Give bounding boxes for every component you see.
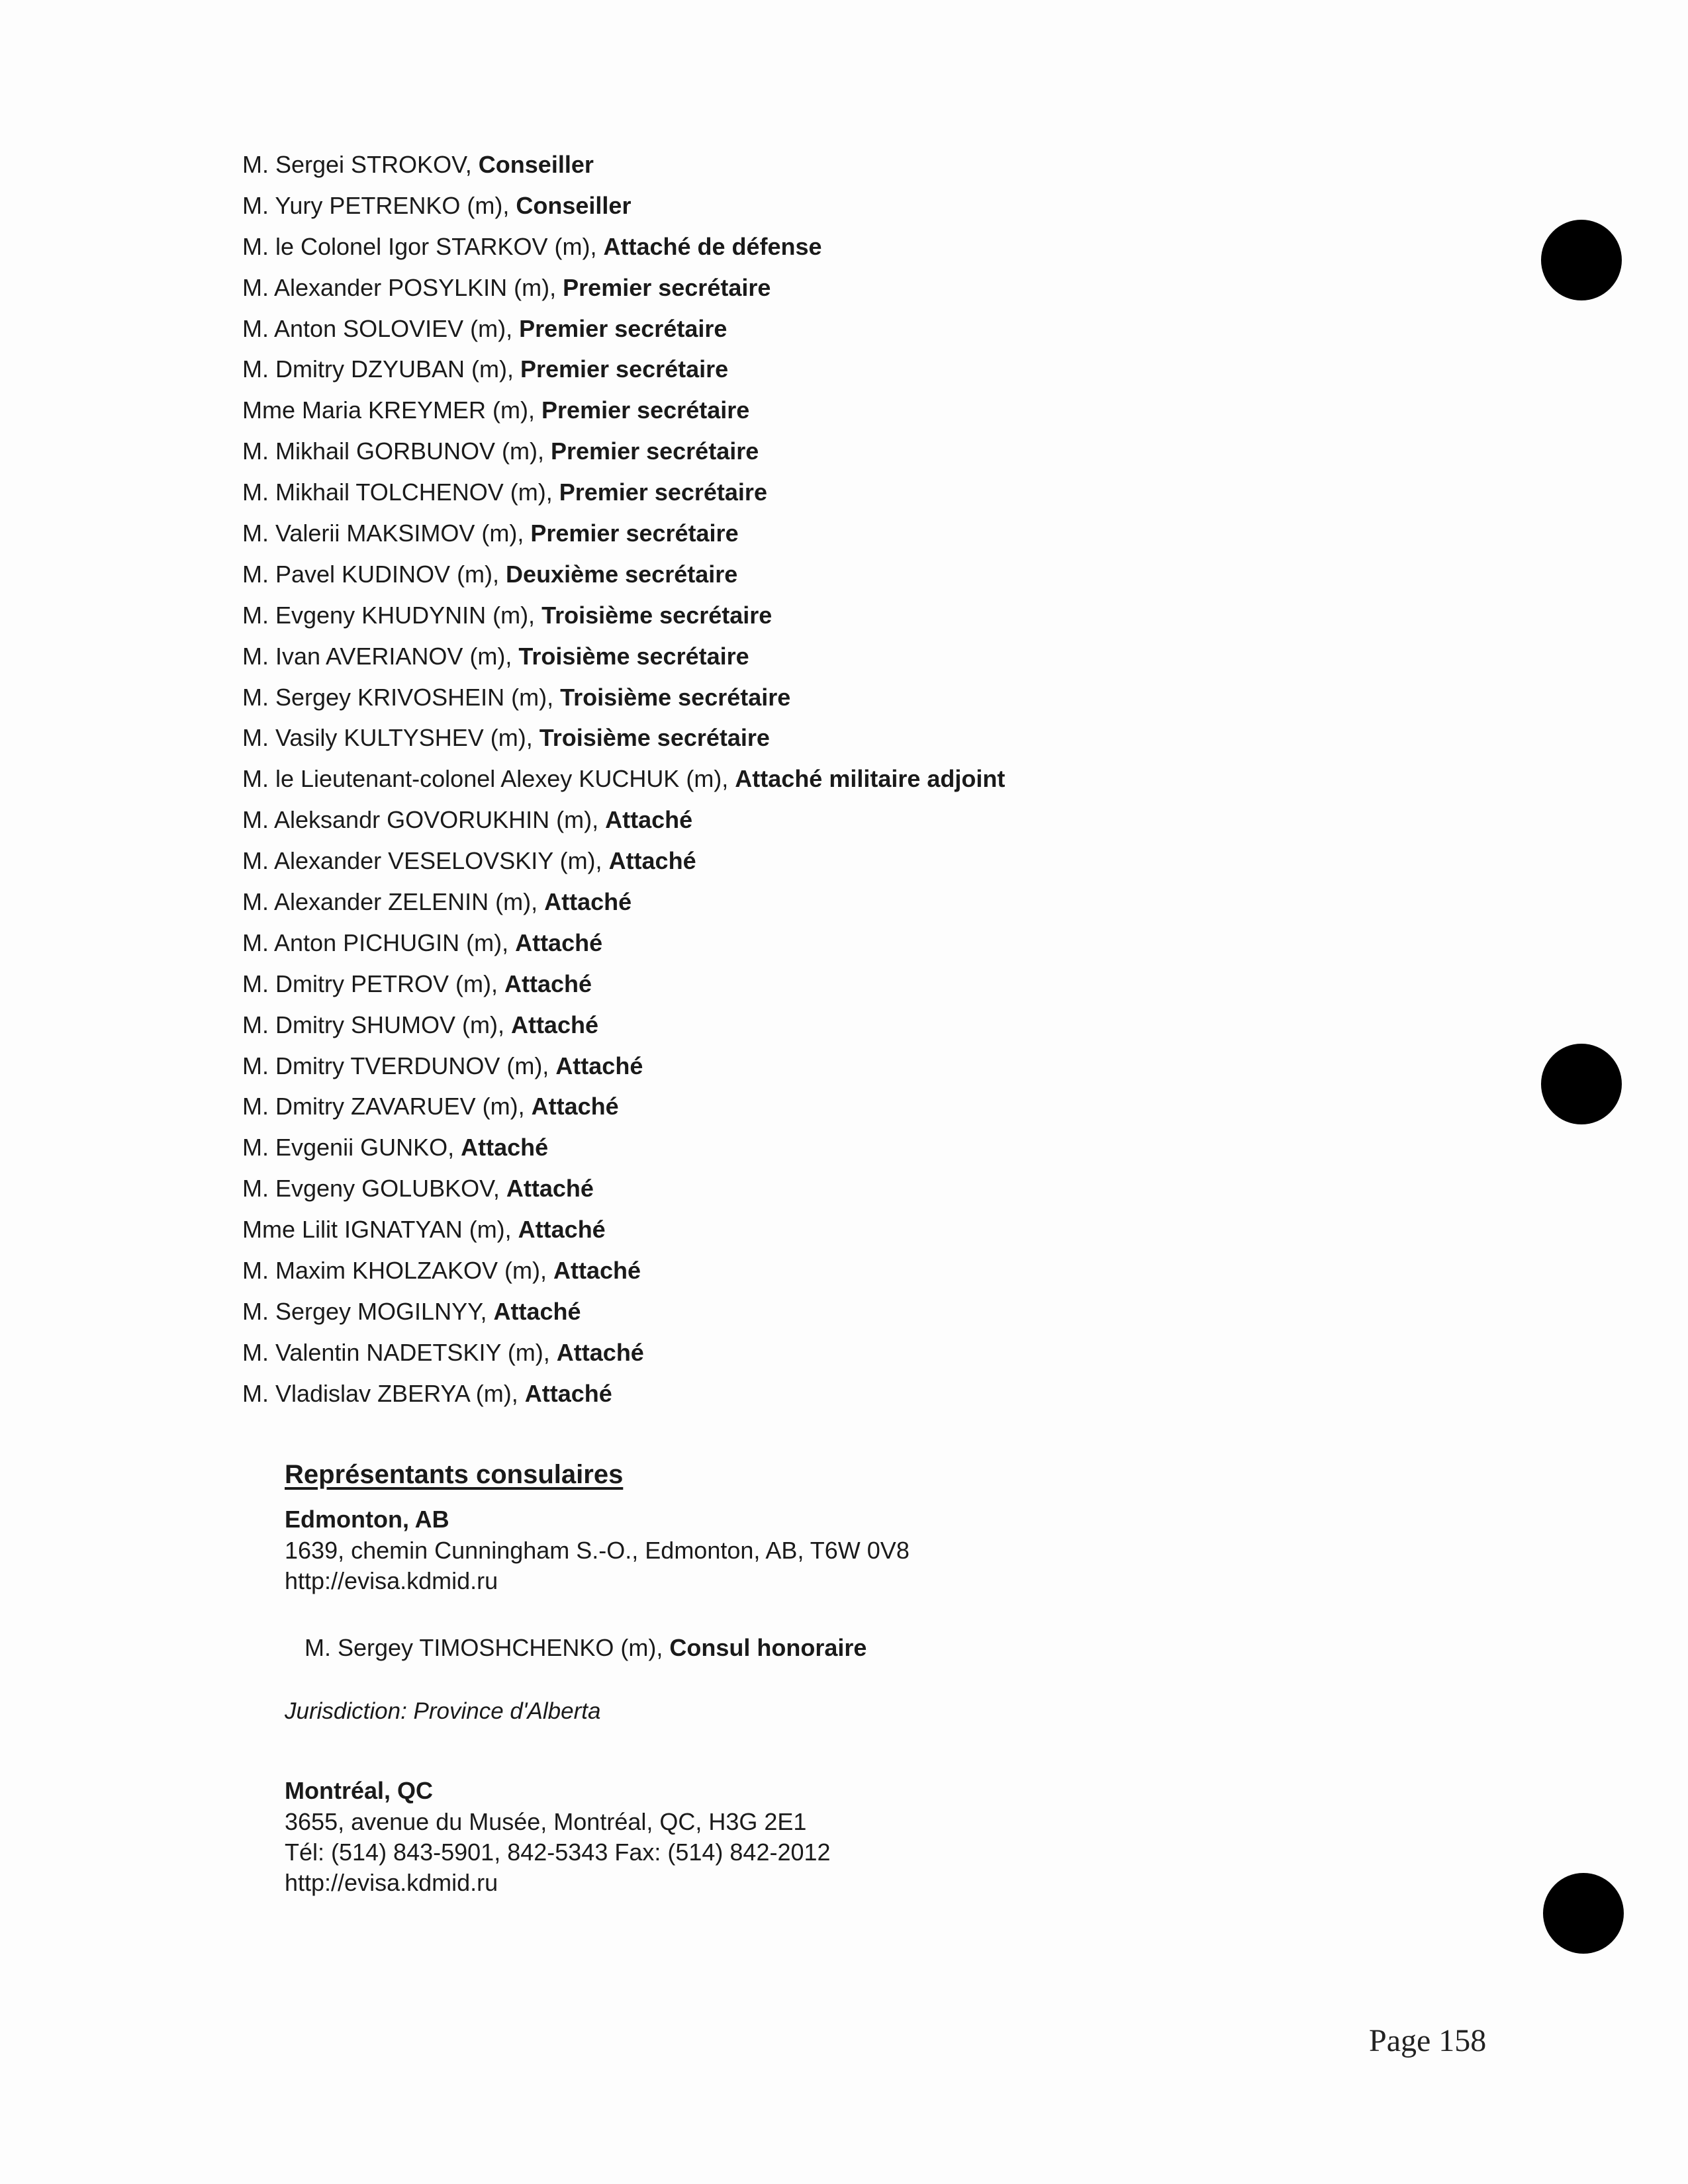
- staff-entry: [242, 226, 1434, 267]
- office-name: Edmonton, AB: [285, 1506, 449, 1533]
- staff-person: M. Alexander VESELOVSKIY (m),: [242, 847, 609, 875]
- staff-person: M. Sergey MOGILNYY,: [242, 1297, 494, 1325]
- staff-title: Attaché: [515, 929, 603, 956]
- staff-title: Attaché: [555, 1052, 643, 1079]
- office-phone: Tél: (514) 843-5901, 842-5343 Fax: (514) 842-2012: [285, 1839, 831, 1866]
- staff-title: Attaché: [506, 1175, 594, 1203]
- staff-title: Attaché: [553, 1257, 641, 1285]
- staff-entry: [242, 636, 1434, 677]
- staff-entry: [242, 185, 1434, 226]
- staff-title: Attaché: [605, 806, 693, 834]
- staff-person: M. Pavel KUDINOV (m),: [242, 560, 506, 588]
- staff-entry: [242, 717, 1434, 758]
- page-number: Page 158: [1369, 2023, 1487, 2058]
- office-edmonton: [285, 1504, 1542, 1727]
- staff-person: M. Dmitry SHUMOV (m),: [242, 1011, 511, 1038]
- staff-entry: [242, 1373, 1434, 1414]
- staff-title: Premier secrétaire: [563, 273, 771, 301]
- staff-person: M. Alexander ZELENIN (m),: [242, 888, 545, 916]
- staff-entry: [242, 1209, 1434, 1250]
- staff-entry: [242, 349, 1434, 390]
- staff-entry: [242, 964, 1434, 1005]
- office-name: Montréal, QC: [285, 1777, 434, 1804]
- staff-entry: [242, 144, 1434, 185]
- staff-person: M. Evgenii GUNKO,: [242, 1134, 461, 1161]
- staff-person: M. Vladislav ZBERYA (m),: [242, 1379, 525, 1407]
- staff-title: Attaché militaire adjoint: [735, 765, 1006, 793]
- staff-title: Attaché: [544, 888, 632, 916]
- consular-heading: Représentants consulaires: [285, 1460, 624, 1489]
- binder-punch-hole: [1543, 1873, 1624, 1954]
- staff-entry: [242, 841, 1434, 882]
- staff-person: M. Valentin NADETSKIY (m),: [242, 1338, 557, 1366]
- staff-title: Attaché: [556, 1338, 644, 1366]
- staff-title: Premier secrétaire: [530, 520, 739, 547]
- staff-person: M. Valerii MAKSIMOV (m),: [242, 520, 531, 547]
- staff-person: M. Maxim KHOLZAKOV (m),: [242, 1257, 554, 1285]
- staff-person: M. Anton SOLOVIEV (m),: [242, 314, 520, 342]
- consular-section: [285, 1455, 1542, 1898]
- staff-entry: [242, 472, 1434, 513]
- staff-title: Attaché: [608, 847, 696, 875]
- staff-title: Attaché: [518, 1216, 606, 1244]
- staff-title: Attaché: [461, 1134, 549, 1161]
- staff-person: M. Mikhail TOLCHENOV (m),: [242, 478, 559, 506]
- staff-entry: [242, 513, 1434, 554]
- staff-person: M. Sergey KRIVOSHEIN (m),: [242, 683, 561, 711]
- staff-entry: [242, 882, 1434, 923]
- staff-title: Conseiller: [516, 191, 632, 219]
- staff-entry: [242, 267, 1434, 308]
- staff-entry: [242, 308, 1434, 349]
- staff-person: M. Dmitry PETROV (m),: [242, 970, 504, 997]
- office-address: 1639, chemin Cunningham S.-O., Edmonton, AB, T6W 0V8: [285, 1537, 910, 1564]
- staff-person: Mme Lilit IGNATYAN (m),: [242, 1216, 518, 1244]
- staff-title: Troisième secrétaire: [541, 601, 773, 629]
- staff-person: M. Sergei STROKOV,: [242, 151, 479, 178]
- staff-person: Mme Maria KREYMER (m),: [242, 396, 542, 424]
- staff-title: Attaché: [493, 1297, 581, 1325]
- staff-title: Troisième secrétaire: [560, 683, 791, 711]
- staff-person: M. Dmitry ZAVARUEV (m),: [242, 1093, 532, 1120]
- staff-entry: [242, 1168, 1434, 1209]
- staff-entry: [242, 1046, 1434, 1087]
- staff-entry: [242, 1127, 1434, 1168]
- staff-entry: [242, 431, 1434, 472]
- office-website: http://evisa.kdmid.ru: [285, 1567, 498, 1594]
- staff-title: Attaché: [504, 970, 592, 997]
- staff-person: M. Alexander POSYLKIN (m),: [242, 273, 563, 301]
- staff-entry: [242, 923, 1434, 964]
- office-website: http://evisa.kdmid.ru: [285, 1869, 498, 1896]
- consul-person: M. Sergey TIMOSHCHENKO (m),: [305, 1634, 670, 1661]
- staff-title: Conseiller: [478, 151, 594, 178]
- jurisdiction-note: Jurisdiction: Province d'Alberta: [285, 1698, 601, 1724]
- staff-title: Premier secrétaire: [541, 396, 750, 424]
- staff-title: Troisième secrétaire: [518, 642, 749, 670]
- staff-title: Attaché de défense: [603, 232, 822, 260]
- staff-entry: [242, 1005, 1434, 1046]
- staff-person: M. Dmitry DZYUBAN (m),: [242, 355, 520, 383]
- staff-person: M. Ivan AVERIANOV (m),: [242, 642, 519, 670]
- binder-punch-hole: [1541, 1044, 1622, 1124]
- office-montreal: [285, 1775, 1542, 1898]
- staff-title: Deuxième secrétaire: [506, 560, 738, 588]
- binder-punch-hole: [1541, 220, 1622, 300]
- consul-entry: [305, 1632, 1542, 1664]
- staff-list: [242, 144, 1434, 1414]
- staff-entry: [242, 595, 1434, 636]
- staff-entry: [242, 1332, 1434, 1373]
- staff-entry: [242, 1250, 1434, 1291]
- staff-person: M. Aleksandr GOVORUKHIN (m),: [242, 806, 606, 834]
- staff-title: Premier secrétaire: [520, 355, 729, 383]
- staff-entry: [242, 554, 1434, 595]
- staff-title: Premier secrétaire: [519, 314, 727, 342]
- staff-entry: [242, 390, 1434, 431]
- staff-title: Attaché: [531, 1093, 619, 1120]
- staff-person: M. Yury PETRENKO (m),: [242, 191, 516, 219]
- staff-person: M. le Lieutenant-colonel Alexey KUCHUK (m),: [242, 765, 735, 793]
- staff-person: M. Mikhail GORBUNOV (m),: [242, 437, 551, 465]
- staff-entry: [242, 1086, 1434, 1127]
- staff-title: Premier secrétaire: [559, 478, 767, 506]
- office-address: 3655, avenue du Musée, Montréal, QC, H3G 2E1: [285, 1808, 807, 1835]
- staff-person: M. Anton PICHUGIN (m),: [242, 929, 516, 956]
- staff-person: M. Evgeny KHUDYNIN (m),: [242, 601, 542, 629]
- staff-person: M. Vasily KULTYSHEV (m),: [242, 724, 539, 752]
- staff-title: Premier secrétaire: [551, 437, 759, 465]
- staff-entry: [242, 1291, 1434, 1332]
- staff-title: Troisième secrétaire: [539, 724, 770, 752]
- staff-title: Attaché: [510, 1011, 598, 1038]
- staff-entry: [242, 758, 1434, 799]
- staff-person: M. Dmitry TVERDUNOV (m),: [242, 1052, 556, 1079]
- consul-title: Consul honoraire: [669, 1634, 867, 1661]
- staff-entry: [242, 799, 1434, 841]
- staff-entry: [242, 677, 1434, 718]
- staff-person: M. Evgeny GOLUBKOV,: [242, 1175, 506, 1203]
- staff-title: Attaché: [524, 1379, 612, 1407]
- staff-person: M. le Colonel Igor STARKOV (m),: [242, 232, 604, 260]
